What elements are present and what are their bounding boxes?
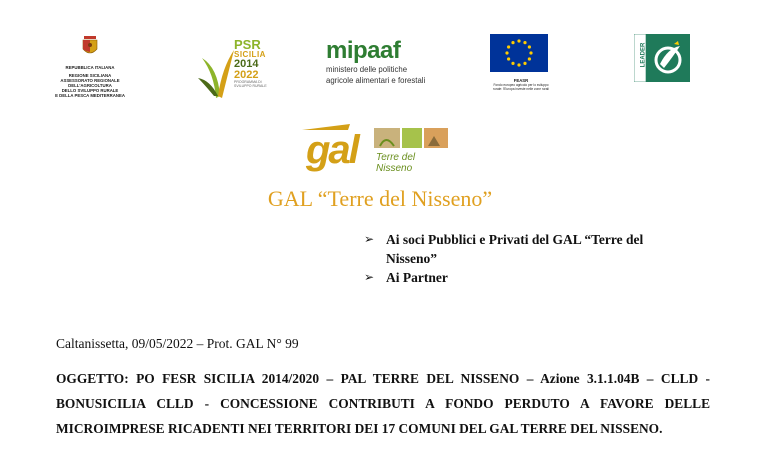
- mipaaf-line-1: ministero delle politiche: [326, 65, 408, 74]
- arrow-bullet-icon: ➢: [364, 270, 375, 284]
- feasr-subcaption: Fondo europeo agricolo per lo sviluppo rurale: l'Europa investe nelle zone rurali: [493, 83, 549, 91]
- eu-flag-icon: [490, 34, 548, 72]
- regione-line-6: DELLO SVILUPPO RURALE: [61, 88, 119, 93]
- psr-word: PSR: [234, 37, 261, 52]
- psr-sicilia-logo: [196, 38, 278, 100]
- arrow-bullet-icon: ➢: [364, 232, 375, 246]
- psr-leaves-icon: [196, 38, 236, 100]
- recipient-text: Ai Partner: [386, 270, 448, 285]
- document-header-title: GAL “Terre del Nisseno”: [267, 186, 493, 211]
- sicily-coat-of-arms-icon: [48, 34, 132, 58]
- eu-star-icon: [528, 45, 531, 48]
- recipient-item: [364, 268, 694, 287]
- eu-star-icon: [529, 51, 532, 54]
- regione-line-7: E DELLA PESCA MEDITERRANEA: [55, 93, 125, 98]
- leader-logo: [634, 34, 690, 82]
- mipaaf-logo: [326, 38, 430, 100]
- regione-line-3: REGIONE SICILIANA: [68, 73, 112, 78]
- feasr-caption: FEASR: [513, 78, 529, 83]
- eu-star-icon: [511, 41, 514, 44]
- regione-line-4: ASSESSORATO REGIONALE: [60, 78, 120, 83]
- eu-star-icon: [507, 57, 510, 60]
- eu-star-icon: [507, 45, 510, 48]
- recipient-text: Ai soci Pubblici e Privati del GAL “Terre del Nisseno”: [386, 232, 644, 266]
- gal-subtitle: Terre del Nisseno: [376, 152, 416, 174]
- eu-feasr-logo: [490, 34, 552, 91]
- eu-star-icon: [511, 62, 514, 65]
- regione-siciliana-logo: [48, 34, 132, 98]
- psr-year-end: 2022: [234, 69, 259, 81]
- psr-year-start: 2014: [234, 58, 259, 70]
- leader-vertical-text: LEADER: [640, 42, 647, 68]
- psr-tagline: PROGRAMMA DI SVILUPPO RURALE: [234, 80, 267, 88]
- date-protocol-line: Caltanissetta, 09/05/2022 – Prot. GAL N° 99: [56, 336, 299, 351]
- regione-line-5: DELL'AGRICOLTURA: [68, 83, 112, 88]
- eu-star-icon: [523, 62, 526, 65]
- psr-region: SICILIA: [234, 50, 266, 59]
- eu-star-icon: [517, 63, 520, 66]
- eu-star-icon: [517, 39, 520, 42]
- recipients-list: [364, 230, 694, 287]
- gal-terre-del-nisseno-logo: [300, 124, 452, 180]
- mipaaf-line-2: agricole alimentari e forestali: [326, 76, 426, 85]
- gal-wordmark: gal: [306, 128, 358, 172]
- eu-star-icon: [528, 57, 531, 60]
- mipaaf-wordmark: mipaaf: [326, 37, 401, 64]
- eu-star-icon: [523, 41, 526, 44]
- eu-star-icon: [505, 51, 508, 54]
- recipient-item: [364, 230, 694, 268]
- regione-line-1: REPUBBLICA ITALIANA: [65, 65, 115, 70]
- subject-paragraph: OGGETTO: PO FESR SICILIA 2014/2020 – PAL TERRE DEL NISSENO – Azione 3.1.1.04B – CLLD - BONUSICILIA CLLD - CONCESSIONE CONTRIBUTI A FONDO PERDUTO A FAVORE DELLE MICROIMPRESE RICADENTI NEI TERRITORI DEI 17 COMUNI DEL GAL TERRE DEL NISSENO.: [56, 371, 710, 436]
